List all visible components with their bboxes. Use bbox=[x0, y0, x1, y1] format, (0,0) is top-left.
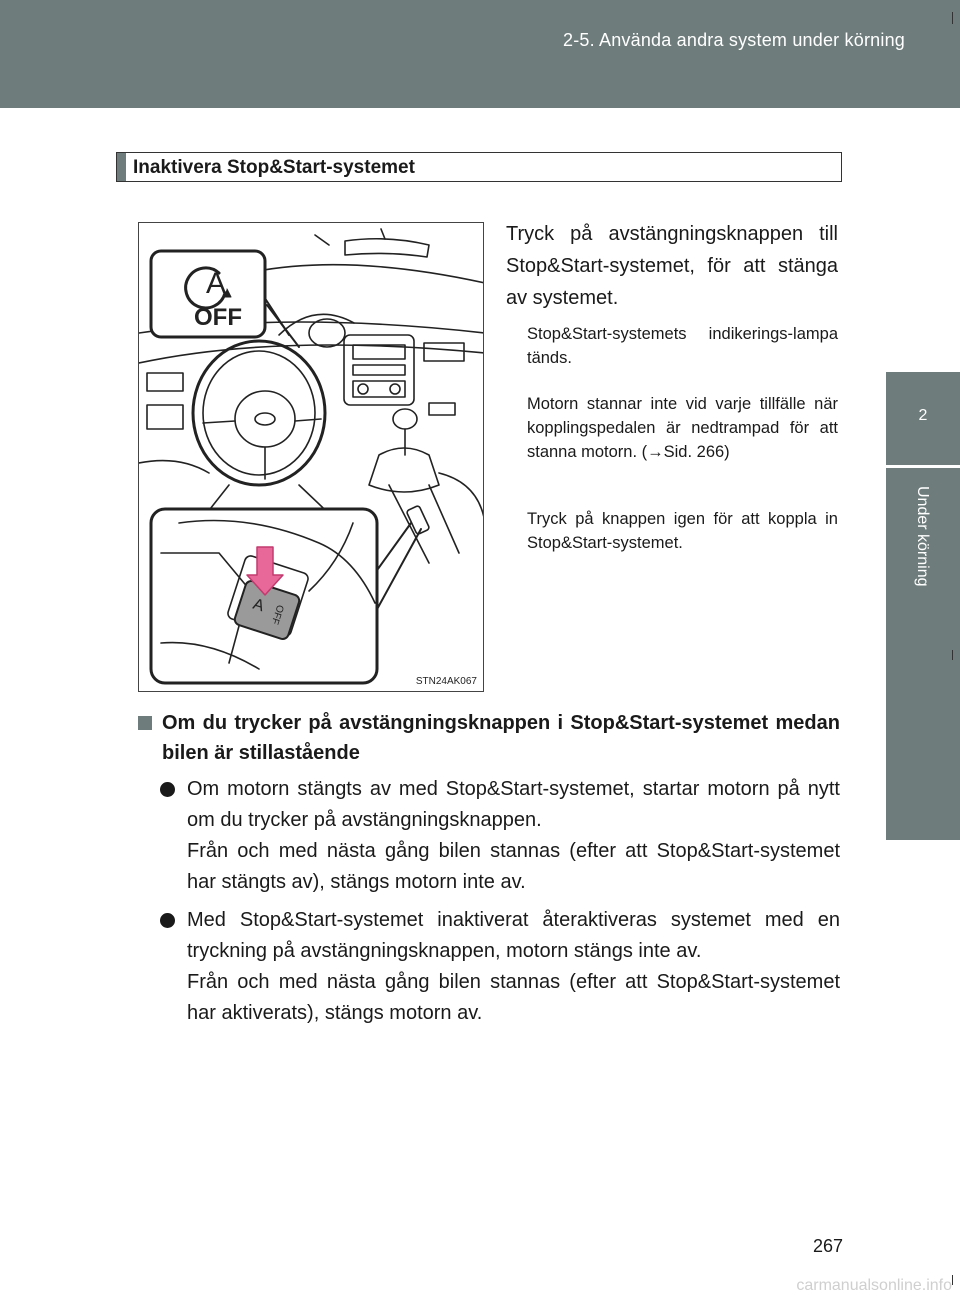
bullet-paragraph: Med Stop&Start-systemet inaktiverat återaktiveras systemet med en tryckning på avstängningsknappen, motorn stängs inte av. bbox=[187, 909, 840, 962]
mirror-shape bbox=[345, 239, 429, 257]
chapter-number: 2 bbox=[918, 407, 928, 424]
note-item: Stop&Start-systemets indikerings-lampa tänds. bbox=[527, 325, 838, 367]
windshield-line bbox=[315, 235, 329, 245]
dashboard-illustration bbox=[138, 222, 484, 692]
side-tab-label-box bbox=[886, 468, 960, 840]
console-dials bbox=[353, 381, 405, 397]
cluster-hood bbox=[279, 314, 354, 335]
button-label-a: A bbox=[250, 595, 267, 616]
subsection-heading bbox=[138, 708, 840, 768]
gauge-icon bbox=[309, 319, 345, 347]
steering-wheel bbox=[193, 341, 325, 485]
mirror-stem bbox=[381, 229, 385, 239]
steering-wheel-inner bbox=[203, 351, 315, 475]
air-vent bbox=[424, 343, 464, 361]
note-item: Tryck på knappen igen för att koppla in Stop&Start-systemet. bbox=[527, 510, 838, 552]
subsection-heading-text: Om du trycker på avstängningsknappen i Stop&Start-systemet medan bilen är stillastående bbox=[162, 712, 840, 764]
windshield-line bbox=[239, 265, 484, 283]
header-band bbox=[0, 0, 960, 108]
page-number: 267 bbox=[812, 1236, 843, 1256]
door-line bbox=[139, 461, 209, 473]
steering-spoke bbox=[295, 419, 321, 421]
button-label-off: OFF bbox=[268, 603, 286, 626]
section-heading-bar bbox=[117, 153, 126, 181]
section-heading-text: Inaktivera Stop&Start-systemet bbox=[133, 157, 415, 178]
seat-line bbox=[439, 473, 484, 523]
bullet-paragraph: Från och med nästa gång bilen stannas (efter att Stop&Start-systemet har aktiverats), stängs motorn av. bbox=[187, 971, 840, 1024]
figure-code: STN24AK067 bbox=[415, 676, 477, 687]
callout-text-a: A bbox=[205, 267, 226, 300]
bullet-dot-icon bbox=[160, 782, 175, 797]
bullet-dot-icon bbox=[160, 913, 175, 928]
bullet-item bbox=[160, 905, 840, 1029]
steering-logo bbox=[255, 413, 275, 425]
dashboard-drawing bbox=[139, 223, 484, 692]
dial-icon bbox=[390, 384, 400, 394]
callout-pointer bbox=[375, 523, 411, 573]
callout-text-off: OFF bbox=[194, 304, 242, 331]
glovebox-handle bbox=[429, 403, 455, 415]
console-button-location bbox=[406, 505, 430, 534]
gear-knob bbox=[393, 409, 417, 429]
console-buttons bbox=[353, 365, 405, 375]
intro-text: Tryck på avstängningsknappen till Stop&Start-systemet, för att stänga av systemet. bbox=[506, 223, 838, 309]
square-bullet-icon bbox=[138, 716, 152, 730]
dial-icon bbox=[358, 384, 368, 394]
section-heading bbox=[116, 152, 842, 182]
console-tunnel bbox=[389, 485, 459, 563]
bullet-paragraph: Om motorn stängts av med Stop&Start-systemet, startar motorn på nytt om du trycker på avstängningsknappen. bbox=[187, 778, 840, 831]
side-tab-number bbox=[886, 372, 960, 465]
note-item: Motorn stannar inte vid varje tillfälle när kopplingspedalen är nedtrampad för att stanna motorn. (→Sid. 266) bbox=[527, 395, 838, 461]
steering-spoke bbox=[203, 421, 235, 423]
switch-panel bbox=[147, 405, 183, 429]
chapter-label: Under körning bbox=[914, 486, 931, 587]
crop-mark bbox=[952, 12, 953, 24]
watermark: carmanualsonline.info bbox=[796, 1277, 952, 1294]
chapter-title: 2-5. Använda andra system under körning bbox=[562, 30, 905, 50]
crop-mark bbox=[952, 1275, 953, 1285]
air-vent bbox=[147, 373, 183, 391]
steering-hub bbox=[235, 391, 295, 447]
callout-pointer bbox=[267, 305, 299, 347]
bullet-item bbox=[160, 774, 840, 898]
crop-mark bbox=[952, 650, 953, 660]
bullet-paragraph: Från och med nästa gång bilen stannas (efter att Stop&Start-systemet har stängts av), stängs motorn inte av. bbox=[187, 840, 840, 893]
